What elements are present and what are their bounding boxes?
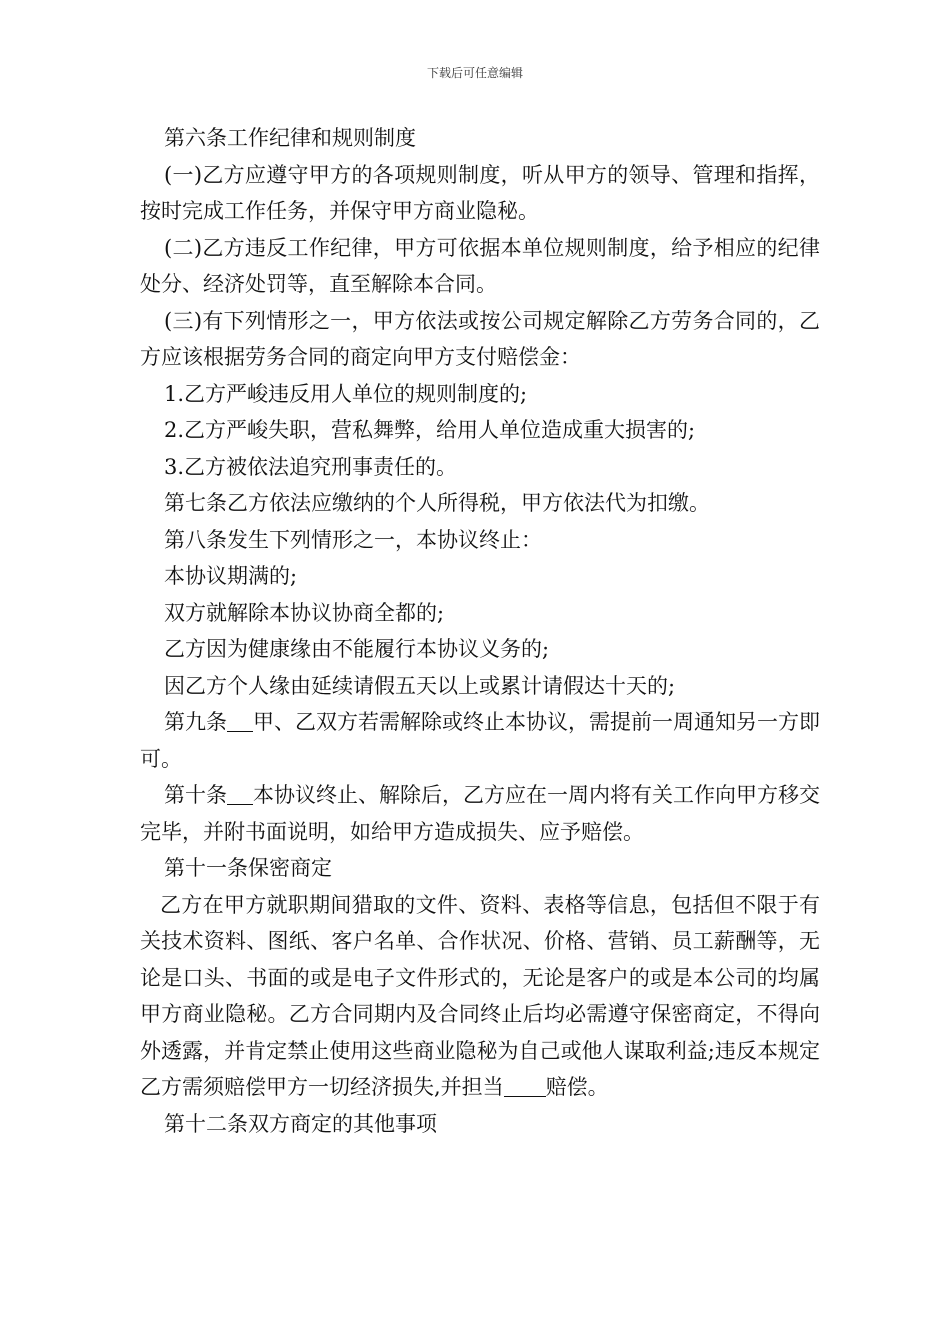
article10-text: 本协议终止、解除后，乙方应在一周内将有关工作向甲方移交完毕，并附书面说明，如给甲方造成损失、应予赔偿。	[140, 783, 820, 844]
article6-clause-2: (二)乙方违反工作纪律，甲方可依据本单位规则制度，给予相应的纪律处分、经济处罚等，直至解除本合同。	[140, 235, 820, 296]
article7-text: 第七条乙方依法应缴纳的个人所得税，甲方依法代为扣缴。	[164, 491, 710, 515]
article10-label: 第十条	[164, 783, 227, 807]
document-body	[140, 120, 820, 1142]
article10-blank-line	[227, 783, 253, 805]
article11-blank-line	[504, 1075, 546, 1097]
article8-item-3: 乙方因为健康缘由不能履行本协议义务的;	[164, 637, 550, 661]
article11-body-end: 赔偿。	[545, 1075, 609, 1099]
article6-clause-1: (一)乙方应遵守甲方的各项规则制度，听从甲方的领导、管理和指挥，按时完成工作任务，并保守甲方商业隐秘。	[140, 162, 820, 223]
article9-blank-line	[227, 710, 253, 732]
page-header-note: 下载后可任意编辑	[426, 66, 523, 80]
article11-body	[140, 887, 820, 1106]
article6-item-2: 2.乙方严峻失职，营私舞弊，给用人单位造成重大损害的;	[164, 418, 696, 442]
article6-clause-3: (三)有下列情形之一，甲方依法或按公司规定解除乙方劳务合同的，乙方应该根据劳务合同的商定向甲方支付赔偿金：	[140, 308, 820, 369]
article8-item-4: 因乙方个人缘由延续请假五天以上或累计请假达十天的;	[164, 673, 676, 698]
article10-paragraph	[140, 777, 820, 850]
article11-title: 第十一条保密商定	[164, 856, 332, 880]
article12-title: 第十二条双方商定的其他事项	[164, 1111, 437, 1136]
article9-paragraph	[140, 704, 820, 777]
article11-body-text: 乙方在甲方就职期间猎取的文件、资料、表格等信息，包括但不限于有关技术资料、图纸、客户名单、合作状况、价格、营销、员工薪酬等，无论是口头、书面的或是电子文件形式的，无论是客户的或是本公司的均属甲方商业隐秘。乙方合同期内及合同终止后均必需遵守保密商定，不得向外透露，并肯定禁止使用这些商业隐秘为自己或他人谋取利益;违反本规定乙方需须赔偿甲方一切经济损失,并担当	[140, 892, 820, 1099]
article9-label: 第九条	[164, 710, 227, 734]
article8-item-2: 双方就解除本协议协商全都的;	[164, 600, 445, 625]
article6-item-1: 1.乙方严峻违反用人单位的规则制度的;	[164, 381, 528, 406]
article6-title: 第六条工作纪律和规则制度	[164, 126, 416, 150]
article9-text: 甲、乙双方若需解除或终止本协议，需提前一周通知另一方即可。	[140, 710, 820, 771]
article8-item-1: 本协议期满的;	[164, 564, 298, 588]
article6-item-3: 3.乙方被依法追究刑事责任的。	[164, 454, 458, 479]
article8-title: 第八条发生下列情形之一，本协议终止：	[164, 527, 542, 552]
